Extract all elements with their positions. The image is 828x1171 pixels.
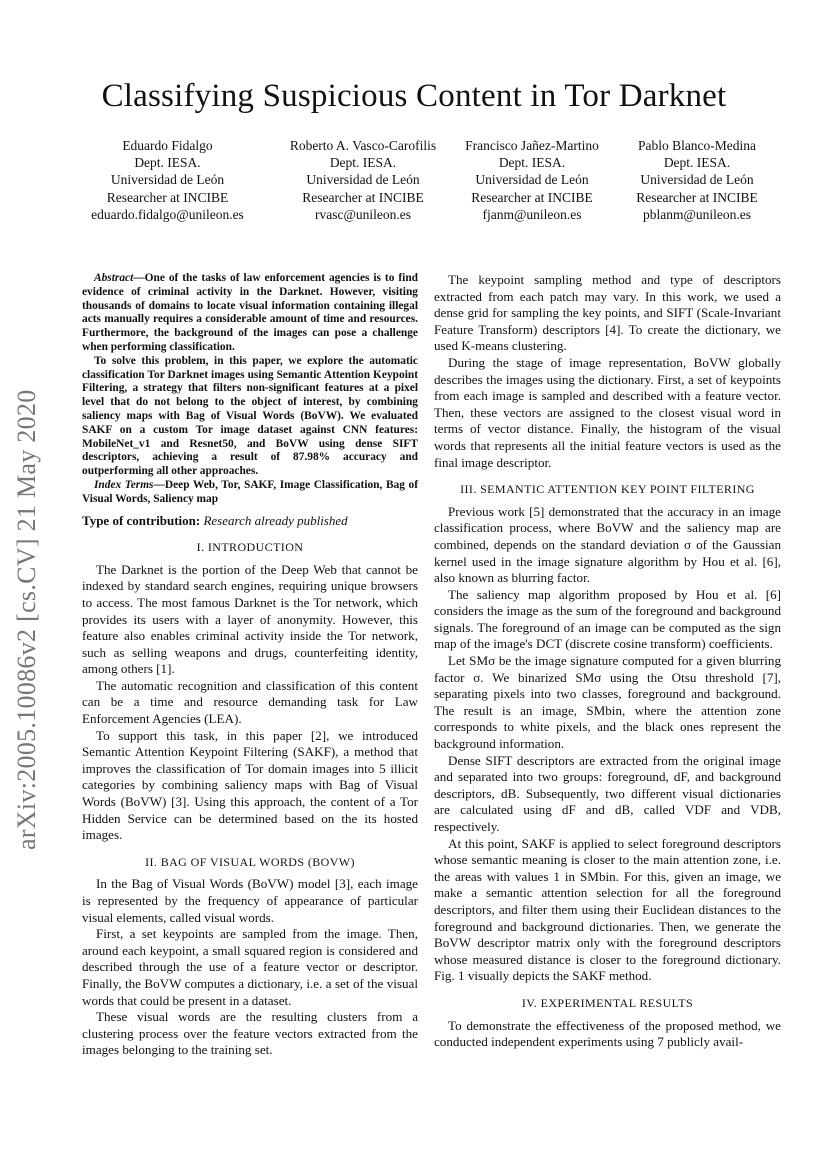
author-3 [452,137,612,223]
arxiv-stamp: arXiv:2005.10086v2 [cs.CV] 21 May 2020 [12,389,41,850]
author-univ: Universidad de León [640,172,754,188]
paragraph: These visual words are the resulting clusters from a clustering process over the feature vectors extracted from the images belonging to the training set. [82,1009,418,1058]
paper-title: Classifying Suspicious Content in Tor Darknet [101,78,727,114]
paragraph: At this point, SAKF is applied to select foreground descriptors whose semantic meaning is closer to the main attention zone, i.e. the areas with values 1 in SMbin. For this, given an image, we make a semantic attention selection for all the foreground descriptors, and filter them using their Euclidean distances to the foreground and background dictionaries. Then, we generate the BoVW descriptor matrix only with the foreground descriptors whose measured distance is closer to the foreground dictionary. Fig. 1 visually depicts the SAKF method. [434,835,781,984]
author-email: eduardo.fidalgo@unileon.es [91,206,244,222]
author-univ: Universidad de León [475,172,589,188]
author-name: Pablo Blanco-Medina [637,138,757,153]
author-name: Eduardo Fidalgo [122,138,213,153]
author-email: pblanm@unileon.es [642,206,752,222]
author-role: Researcher at INCIBE [302,189,424,205]
author-dept: Dept. IESA. [498,155,566,171]
paragraph: To support this task, in this paper [2], we introduced Semantic Attention Keypoint Filtering (SAKF), a method that improves the classification of Tor domain images into 5 illicit categories by combining saliency maps with Bag of Visual Words (BoVW) [3]. Using this approach, the content of a Tor Hidden Service can be determined based on the its hosted images. [82,727,418,843]
author-role: Researcher at INCIBE [471,189,593,205]
section-heading-experimental: IV. EXPERIMENTAL RESULTS [521,995,694,1010]
author-dept: Dept. IESA. [663,155,731,171]
paragraph: Previous work [5] demonstrated that the accuracy in an image classification process, where BoVW and the saliency map are combined, depends on the standard deviation σ of the Gaussian kernel used in the image signature algorithm by Hou et al. [6], also known as blurring factor. [434,503,781,586]
paragraph: The keypoint sampling method and type of descriptors extracted from each patch may vary. In this work, we used a dense grid for sampling the key points, and SIFT (Scale-Invariant Feature Transform) descriptors [4]. To create the dictionary, we used K-means clustering. [434,272,781,354]
right-column [434,272,781,1051]
index-terms-label: Index Terms [94,478,154,491]
author-role: Researcher at INCIBE [106,189,229,205]
contribution-type [82,513,418,530]
abstract-text: —One of the tasks of law enforcement agencies is to find evidence of criminal activity in the Darknet. However, visiting thousands of domains to locate visual information containing illegal acts manually requires a considerable amount of time and resources. Furthermore, the background of the images can pose a challenge when performing classification. [82,272,418,353]
author-univ: Universidad de León [306,172,420,188]
abstract-text-2: To solve this problem, in this paper, we explore the automatic classification Tor Darknet images using Semantic Attention Keypoint Filtering, a strategy that filters non-significant features at a pixel level that do not belong to the object of interest, by combining saliency maps with Bag of Visual Words (BoVW). We evaluated SAKF on a custom Tor image dataset against CNN features: MobileNet_v1 and Resnet50, and BoVW using dense SIFT descriptors, achieving a result of 87.98% accuracy and outperforming all other approaches. [82,354,418,478]
paragraph: Let SMσ be the image signature computed for a given blurring factor σ. We binarized SMσ using the Otsu threshold [7], separating pixels into two classes, foreground and background. The result is an image, SMbin, where the attention zone corresponds to white pixels, and the black ones represent the background information. [434,653,781,752]
author-email: fjanm@unileon.es [482,206,582,222]
section-heading-introduction: I. INTRODUCTION [196,540,304,555]
author-name: Roberto A. Vasco-Carofilis [289,138,437,153]
author-2 [263,137,463,223]
paragraph: The Darknet is the portion of the Deep Web that cannot be indexed by standard search engines, requiring unique browsers to access. The most famous Darknet is the Tor network, which provides its users with a layer of anonymity. However, this feature also enables criminal activity inside the Tor network, such as selling weapons and drugs, counterfeiting identity, among others [1]. [82,561,418,677]
contribution-label: Type of contribution: [82,512,201,528]
paragraph: In the Bag of Visual Words (BoVW) model [3], each image is represented by the frequency of appearance of particular visual elements, called visual words. [82,876,418,925]
author-name: Francisco Jañez-Martino [465,138,599,153]
paragraph: First, a set keypoints are sampled from the image. Then, around each keypoint, a small squared region is considered and described through the use of a feature vector or descriptor. Finally, the BoVW computes a dictionary, i.e. a set of the visual words that could be present in a dataset. [82,926,418,1008]
author-1 [80,137,255,223]
abstract-label: Abstract [94,272,134,284]
author-4 [622,137,772,223]
paragraph: The saliency map algorithm proposed by Hou et al. [6] considers the image as the sum of the foreground and background signals. The foreground of an image can be computed as the sign map of the image's DCT (discrete cosine transform) coefficients. [434,586,781,652]
author-dept: Dept. IESA. [329,155,397,171]
section-heading-bovw: II. BAG OF VISUAL WORDS (BOVW) [145,854,355,869]
index-terms: —Deep Web, Tor, SAKF, Image Classification, Bag of Visual Words, Saliency map [82,478,418,505]
author-dept: Dept. IESA. [134,155,201,171]
author-role: Researcher at INCIBE [636,189,758,205]
author-univ: Universidad de León [110,172,225,188]
section-heading-sakf: III. SEMANTIC ATTENTION KEY POINT FILTERING [460,482,755,497]
author-email: rvasc@unileon.es [314,206,412,222]
paragraph: The automatic recognition and classification of this content can be a time and resource demanding task for Law Enforcement Agencies (LEA). [82,677,418,727]
paragraph: Dense SIFT descriptors are extracted from the original image and separated into two groups: foreground, dF, and background descriptors, dB. Subsequently, two different visual dictionaries are calculated using dF and dB, called VDF and VDB, respectively. [434,752,781,834]
left-column [82,272,418,1059]
author-block [80,137,800,227]
contribution-value: Research already published [203,512,348,528]
abstract [82,272,418,507]
paragraph: To demonstrate the effectiveness of the proposed method, we conducted independent experiments using 7 publicly avail- [434,1017,781,1050]
paragraph: During the stage of image representation, BoVW globally describes the images using the dictionary. First, a set of keypoints from each image is sampled and described with a feature vector. Then, these vectors are assigned to the closest visual word in terms of vector distance. Finally, the histogram of the visual words that represents all the initial feature vectors is used as the final image descriptor. [434,354,781,470]
